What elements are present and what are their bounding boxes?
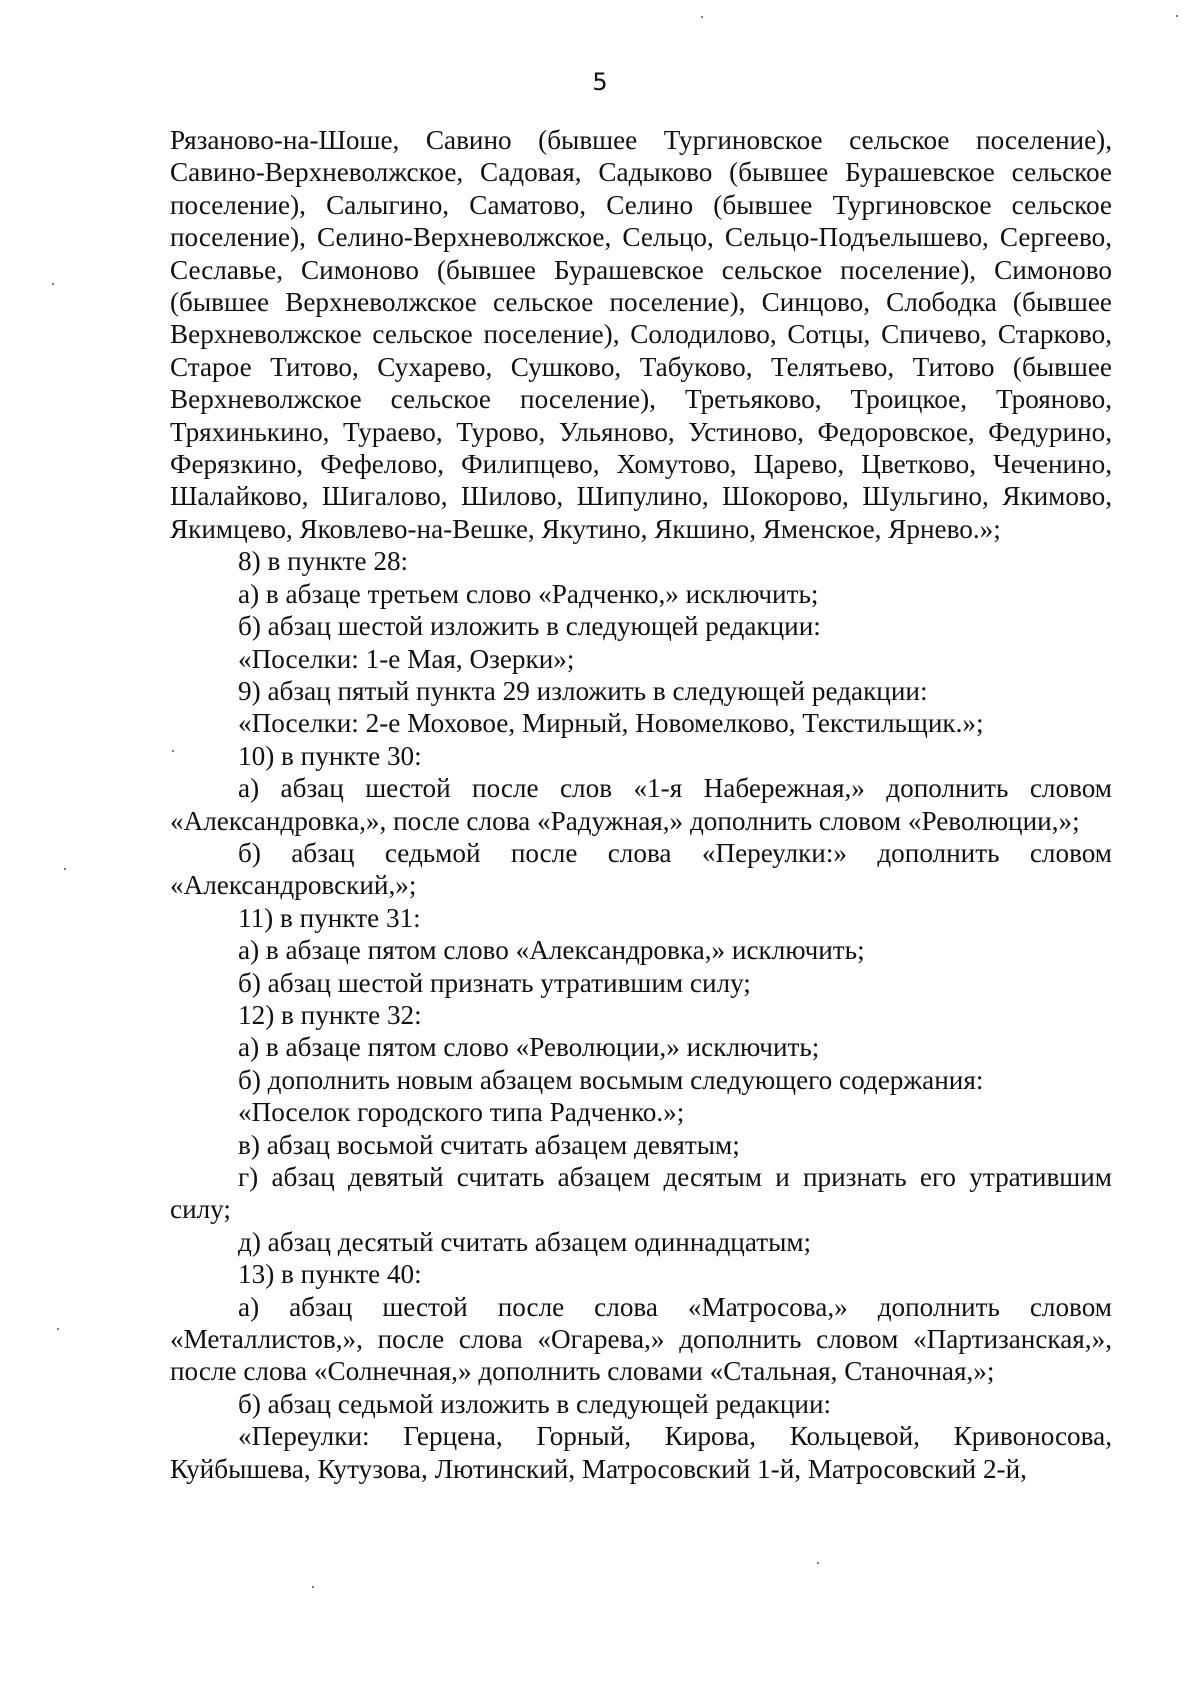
paragraph-item-13: 13) в пункте 40:	[238, 1259, 422, 1290]
paragraph-item-12v: в) абзац восьмой считать абзацем девятым;	[238, 1129, 740, 1160]
paragraph-item-12b: б) дополнить новым абзацем восьмым следующего содержания:	[238, 1064, 984, 1095]
scan-speck	[64, 868, 66, 870]
scan-speck	[312, 1586, 314, 1588]
paragraph-item-10a: а) абзац шестой после слов «1-я Набережная,» дополнить словом «Александровка,», после слова «Радужная,» дополнить словом «Революции,»;	[170, 773, 1112, 836]
scan-speck	[701, 16, 703, 18]
paragraph-item-12b-text: «Поселок городского типа Радченко.»;	[238, 1097, 685, 1128]
paragraph-item-12a: а) в абзаце пятом слово «Революции,» исключить;	[238, 1032, 820, 1063]
paragraph-item-8: 8) в пункте 28:	[238, 546, 409, 577]
paragraph-item-9: 9) абзац пятый пункта 29 изложить в следующей редакции:	[238, 675, 928, 706]
scan-speck	[52, 283, 54, 285]
paragraph-item-11a: а) в абзаце пятом слово «Александровка,» исключить;	[238, 935, 865, 966]
paragraph-item-8a: а) в абзаце третьем слово «Радченко,» исключить;	[238, 578, 819, 609]
page-number: 5	[592, 68, 608, 96]
paragraph-item-9-text: «Поселки: 2-е Моховое, Мирный, Новомелково, Текстильщик.»;	[238, 708, 984, 739]
paragraph-item-11b: б) абзац шестой признать утратившим силу;	[238, 967, 751, 998]
scan-speck	[172, 750, 174, 752]
paragraph-item-13b-text: «Переулки: Герцена, Горный, Кирова, Кольцевой, Кривоносова, Куйбышева, Кутузова, Лютинский, Матросовский 1-й, Матросовский 2-й,	[170, 1421, 1112, 1484]
paragraph-item-10b: б) абзац седьмой после слова «Переулки:» дополнить словом «Александровский,»;	[170, 837, 1112, 901]
scan-speck	[57, 1328, 59, 1330]
paragraph-item-12g: г) абзац девятый считать абзацем десятым и признать его утратившим силу;	[170, 1162, 1112, 1225]
paragraph-item-11: 11) в пункте 31:	[238, 902, 421, 933]
paragraph-item-8b: б) абзац шестой изложить в следующей редакции:	[238, 611, 821, 642]
paragraph-item-8b-text: «Поселки: 1-е Мая, Озерки»;	[238, 643, 575, 674]
paragraph-item-12d: д) абзац десятый считать абзацем одиннадцатым;	[238, 1226, 812, 1257]
paragraph-item-13a: а) абзац шестой после слова «Матросова,» дополнить словом «Металлистов,», после слова «Огарева,» дополнить словом «Партизанская,», после слова «Солнечная,» дополнить словами «Стальная, Станочная,»;	[170, 1291, 1112, 1387]
scan-speck	[817, 1562, 819, 1564]
paragraph-item-12: 12) в пункте 32:	[238, 999, 422, 1030]
scan-speck	[1176, 15, 1178, 17]
paragraph-locality-list: Рязаново-на-Шоше, Савино (бывшее Тургиновское сельское поселение), Савино-Верхневолжское, Садовая, Садыково (бывшее Бурашевское сельское поселение), Салыгино, Саматово, Селино (бывшее Тургиновское сельское поселение), Селино-Верхневолжское, Сельцо, Сельцо-Подъелышево, Сергеево, Сеславье, Симоново (бывшее Бурашевское сельское поселение), Симоново (бывшее Верхневолжское сельское поселение), Синцово, Слободка (бывшее Верхневолжское сельское поселение), Солодилово, Сотцы, Спичево, Старково, Старое Титово, Сухарево, Сушково, Табуково, Телятьево, Титово (бывшее Верхневолжское сельское поселение), Третьяково, Троицкое, Трояново, Тряхинькино, Тураево, Турово, Ульяново, Устиново, Федоровское, Федурино, Ферязкино, Фефелово, Филипцево, Хомутово, Царево, Цветково, Чеченино, Шалайково, Шигалово, Шилово, Шипулино, Шокорово, Шульгино, Якимово, Якимцево, Яковлево-на-Вешке, Якутино, Якшино, Яменское, Ярнево.»;	[170, 125, 1112, 544]
paragraph-item-13b: б) абзац седьмой изложить в следующей редакции:	[238, 1388, 832, 1419]
document-body	[170, 124, 1112, 1485]
paragraph-item-10: 10) в пункте 30:	[238, 740, 422, 771]
